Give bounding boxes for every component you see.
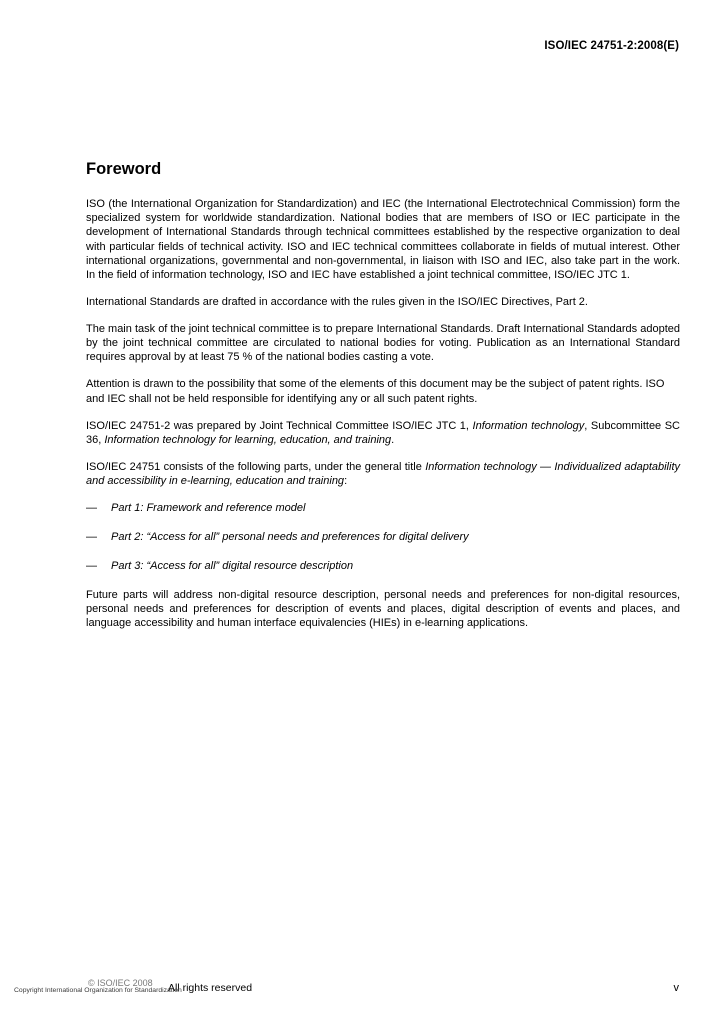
paragraph-prepared-by — [86, 419, 680, 447]
prepared-by-text-2: , Subcommittee SC 36, — [86, 419, 680, 446]
rights-reserved: All rights reserved — [168, 982, 253, 994]
parts-intro-general-title: Information technology — Individualized adaptability and accessibility in e-learning, education and training — [86, 460, 680, 488]
paragraph-future-parts: Future parts will address non-digital resource description, personal needs and preferences for non-digital resources, personal needs and preferences for description of events and places, digital description of events and places, and language accessibility and human interface equivalencies (HIEs) in e-learning applications. — [86, 589, 680, 630]
prepared-by-title-2: Information technology for learning, education, and training — [104, 433, 392, 446]
paragraph-organizations: ISO (the International Organization for Standardization) and IEC (the International Electrotechnical Commission) form the specialized system for worldwide standardization. National bodies that are members of ISO or IEC participate in the development of International Standards through technical committees established by the respective organization to deal with particular fields of technical activity. ISO and IEC technical committees collaborate in fields of mutual interest. Other international organizations, governmental and non-governmental, in liaison with ISO and IEC, also take part in the work. In the field of information technology, ISO and IEC have established a joint technical committee, ISO/IEC JTC 1. — [86, 198, 680, 282]
parts-list — [86, 501, 680, 573]
list-item — [86, 501, 680, 515]
copyright-symbol-text: © ISO/IEC 2008 — [88, 978, 153, 988]
list-item-text: Part 1: Framework and reference model — [111, 502, 306, 515]
list-dash: — — [86, 502, 97, 515]
paragraph-parts-intro — [86, 460, 680, 488]
list-dash: — — [86, 531, 97, 544]
foreword-body — [86, 197, 680, 643]
list-dash: — — [86, 560, 97, 573]
prepared-by-text-1: ISO/IEC 24751-2 was prepared by Joint Technical Committee ISO/IEC JTC 1, — [86, 419, 473, 432]
list-item — [86, 559, 680, 573]
document-identifier: ISO/IEC 24751-2:2008(E) — [544, 40, 679, 52]
paragraph-main-task: The main task of the joint technical committee is to prepare International Standards. Draft International Standards adopted by the joint technical committee are circulated to national bodies for voting. Publication as an International Standard requires approval by at least 75 % of the national bodies casting a vote. — [86, 323, 680, 364]
list-item-text: Part 3: “Access for all” digital resource description — [111, 560, 354, 573]
prepared-by-title-1: Information technology — [472, 419, 585, 432]
list-item — [86, 530, 680, 544]
parts-intro-text: ISO/IEC 24751 consists of the following parts, under the general title — [86, 460, 426, 473]
page-title: Foreword — [86, 160, 162, 178]
list-item-text: Part 2: “Access for all” personal needs and preferences for digital delivery — [111, 531, 469, 544]
paragraph-patent-rights: Attention is drawn to the possibility that some of the elements of this document may be the subject of patent rights. ISO and IEC shall not be held responsible for identifying any or all such patent rights. — [86, 378, 665, 405]
copyright-watermark: Copyright International Organization for Standardization — [14, 987, 182, 994]
prepared-by-text-3: . — [391, 433, 395, 446]
paragraph-directives: International Standards are drafted in accordance with the rules given in the ISO/IEC Directives, Part 2. — [86, 296, 588, 309]
page-number: v — [673, 982, 679, 994]
parts-intro-colon: : — [344, 475, 348, 488]
